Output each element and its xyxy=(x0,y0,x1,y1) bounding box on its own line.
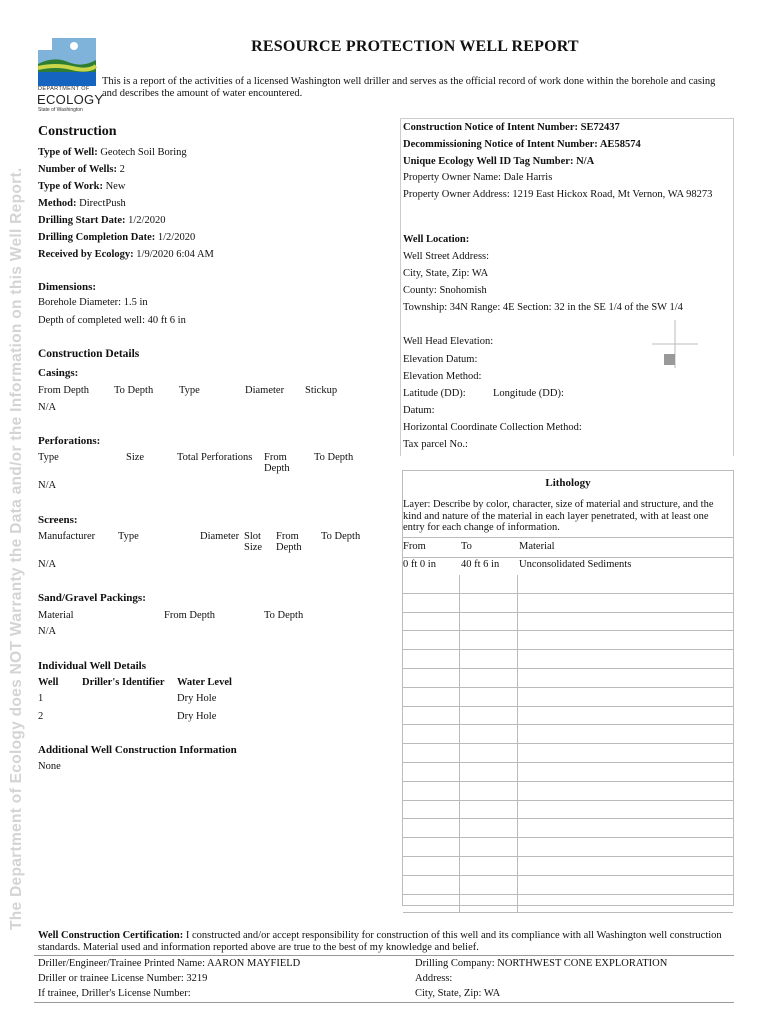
elevation-method: Elevation Method: xyxy=(403,371,482,382)
logo-state: State of Washington xyxy=(38,107,83,113)
city-state-zip: City, State, Zip: WA xyxy=(403,268,489,279)
received-label: Received by Ecology: xyxy=(38,249,134,260)
table-row xyxy=(403,707,733,726)
street-address: Well Street Address: xyxy=(403,251,490,262)
lithology-col-material: Material xyxy=(519,541,555,552)
number-of-wells-value: 2 xyxy=(119,164,125,175)
datum: Datum: xyxy=(403,405,435,416)
construction-fields xyxy=(38,144,388,263)
signature-divider xyxy=(34,955,734,956)
table-row xyxy=(403,782,733,801)
logo-name: ECOLOGY xyxy=(37,92,104,107)
number-of-wells-label: Number of Wells: xyxy=(38,164,117,175)
perforations-value: N/A xyxy=(38,480,57,491)
dimensions-heading: Dimensions: xyxy=(38,281,97,293)
perf-col-to: To Depth xyxy=(314,452,354,463)
individual-wells-heading: Individual Well Details xyxy=(38,660,146,672)
screens-col-to: To Depth xyxy=(321,531,361,542)
lithology-row-material: Unconsolidated Sediments xyxy=(519,559,632,570)
table-row xyxy=(403,895,733,914)
section-locator-grid xyxy=(652,320,698,368)
table-row xyxy=(403,857,733,876)
sand-heading: Sand/Gravel Packings: xyxy=(38,592,146,604)
ind-row-1-well: 1 xyxy=(38,693,44,704)
construction-heading: Construction xyxy=(38,124,117,139)
construction-details-heading: Construction Details xyxy=(38,348,140,360)
table-row xyxy=(403,650,733,669)
sand-col-material: Material xyxy=(38,610,74,621)
ind-row-1-water: Dry Hole xyxy=(177,693,217,704)
table-row xyxy=(403,575,733,594)
type-of-well-label: Type of Well: xyxy=(38,147,98,158)
lithology-description: Layer: Describe by color, character, size of material and structure, and the kind and nature of the material in each layer penetrated, with at least one entry for each change of information. xyxy=(403,499,714,533)
well-head-elevation: Well Head Elevation: xyxy=(403,336,494,347)
elevation-datum: Elevation Datum: xyxy=(403,354,478,365)
printed-name: Driller/Engineer/Trainee Printed Name: AARON MAYFIELD xyxy=(38,958,301,969)
decommission-number: Decommissioning Notice of Intent Number: AE58574 xyxy=(403,139,641,150)
latitude: Latitude (DD): xyxy=(403,388,466,399)
table-row xyxy=(403,801,733,820)
table-row xyxy=(403,613,733,632)
company-city: City, State, Zip: WA xyxy=(415,988,501,999)
certification-text: I constructed and/or accept responsibility for construction of this well and its compliance with all Washington well construction standards. Material used and information reported above are true to the best of my knowledge and belief. xyxy=(38,930,722,953)
casings-col-stickup: Stickup xyxy=(305,385,338,396)
casings-value: N/A xyxy=(38,402,57,413)
casings-col-to: To Depth xyxy=(114,385,154,396)
township: Township: 34N Range: 4E Section: 32 in the SE 1/4 of the SW 1/4 xyxy=(403,302,683,313)
screens-heading: Screens: xyxy=(38,514,78,526)
lithology-col-from: From xyxy=(403,541,426,552)
table-row xyxy=(403,763,733,782)
lithology-row-to: 40 ft 6 in xyxy=(461,559,500,570)
lithology-box xyxy=(402,470,734,906)
perf-col-from: From Depth xyxy=(264,452,290,474)
certification xyxy=(38,930,738,954)
casings-col-type: Type xyxy=(179,385,200,396)
screens-col-manufacturer: Manufacturer xyxy=(38,531,96,542)
page-title: RESOURCE PROTECTION WELL REPORT xyxy=(251,38,579,55)
start-date-value: 1/2/2020 xyxy=(128,215,166,226)
perf-col-type: Type xyxy=(38,452,59,463)
table-row xyxy=(403,819,733,838)
type-of-work-label: Type of Work: xyxy=(38,181,103,192)
borehole-diameter: Borehole Diameter: 1.5 in xyxy=(38,297,148,308)
trainee-license: If trainee, Driller's License Number: xyxy=(38,988,191,999)
ind-row-2-water: Dry Hole xyxy=(177,711,217,722)
ind-col-identifier: Driller's Identifier xyxy=(82,677,165,688)
intro-text: This is a report of the activities of a licensed Washington well driller and serves as the official record of work done within the borehole and casing and describes the amount of water encountered. xyxy=(102,76,716,99)
completion-date-value: 1/2/2020 xyxy=(157,232,196,243)
screens-col-slot: Slot Size xyxy=(244,531,263,553)
type-of-well-value: Geotech Soil Boring xyxy=(100,147,187,158)
perf-col-size: Size xyxy=(126,452,145,463)
table-row xyxy=(403,744,733,763)
ind-col-well: Well xyxy=(38,677,59,688)
table-row xyxy=(403,669,733,688)
screens-col-from: From Depth xyxy=(276,531,302,553)
county: County: Snohomish xyxy=(403,285,487,296)
tax-parcel: Tax parcel No.: xyxy=(403,439,468,450)
additional-info-value: None xyxy=(38,761,61,772)
well-tag-number: Unique Ecology Well ID Tag Number: N/A xyxy=(403,156,595,167)
method-value: DirectPush xyxy=(79,198,126,209)
table-row xyxy=(403,725,733,744)
additional-info-heading: Additional Well Construction Information xyxy=(38,744,237,756)
casings-col-from: From Depth xyxy=(38,385,90,396)
casings-col-diameter: Diameter xyxy=(245,385,285,396)
casings-heading: Casings: xyxy=(38,367,79,379)
sand-col-to: To Depth xyxy=(264,610,304,621)
completion-date-label: Drilling Completion Date: xyxy=(38,232,156,243)
screens-col-type: Type xyxy=(118,531,139,542)
property-owner: Property Owner Name: Dale Harris xyxy=(403,172,553,183)
bottom-divider xyxy=(34,1002,734,1003)
lithology-row-from: 0 ft 0 in xyxy=(403,559,436,570)
certification-label: Well Construction Certification: xyxy=(38,930,184,941)
intent-number: Construction Notice of Intent Number: SE72437 xyxy=(403,122,620,133)
ind-col-water: Water Level xyxy=(177,677,232,688)
type-of-work-value: New xyxy=(105,181,126,192)
sand-col-from: From Depth xyxy=(164,610,216,621)
ind-row-2-well: 2 xyxy=(38,711,44,722)
well-location-heading: Well Location: xyxy=(403,234,470,245)
logo-dept: DEPARTMENT OF xyxy=(38,86,90,92)
lithology-header-row xyxy=(403,537,733,558)
screens-col-diameter: Diameter xyxy=(200,531,240,542)
lithology-col-to: To xyxy=(461,541,472,552)
owner-address: Property Owner Address: 1219 East Hickox Road, Mt Vernon, WA 98273 xyxy=(403,189,713,200)
table-row xyxy=(403,838,733,857)
drilling-company: Drilling Company: NORTHWEST CONE EXPLORATION xyxy=(415,958,668,969)
company-address: Address: xyxy=(415,973,453,984)
lithology-row xyxy=(403,557,733,575)
table-row xyxy=(403,631,733,650)
table-row xyxy=(403,688,733,707)
sand-value: N/A xyxy=(38,626,57,637)
horizontal-method: Horizontal Coordinate Collection Method: xyxy=(403,422,582,433)
received-value: 1/9/2020 6:04 AM xyxy=(136,249,214,260)
perf-col-total: Total Perforations xyxy=(177,452,253,463)
method-label: Method: xyxy=(38,198,77,209)
disclaimer-watermark: The Department of Ecology does NOT Warranty the Data and/or the Information on this Well Report. xyxy=(8,167,25,930)
screens-value: N/A xyxy=(38,559,57,570)
longitude: Longitude (DD): xyxy=(493,388,564,399)
lithology-heading: Lithology xyxy=(545,477,591,489)
table-row xyxy=(403,876,733,895)
table-row xyxy=(403,594,733,613)
completed-depth: Depth of completed well: 40 ft 6 in xyxy=(38,315,186,326)
lithology-empty-rows xyxy=(403,575,733,913)
start-date-label: Drilling Start Date: xyxy=(38,215,126,226)
perforations-heading: Perforations: xyxy=(38,435,101,447)
license-number: Driller or trainee License Number: 3219 xyxy=(38,973,208,984)
